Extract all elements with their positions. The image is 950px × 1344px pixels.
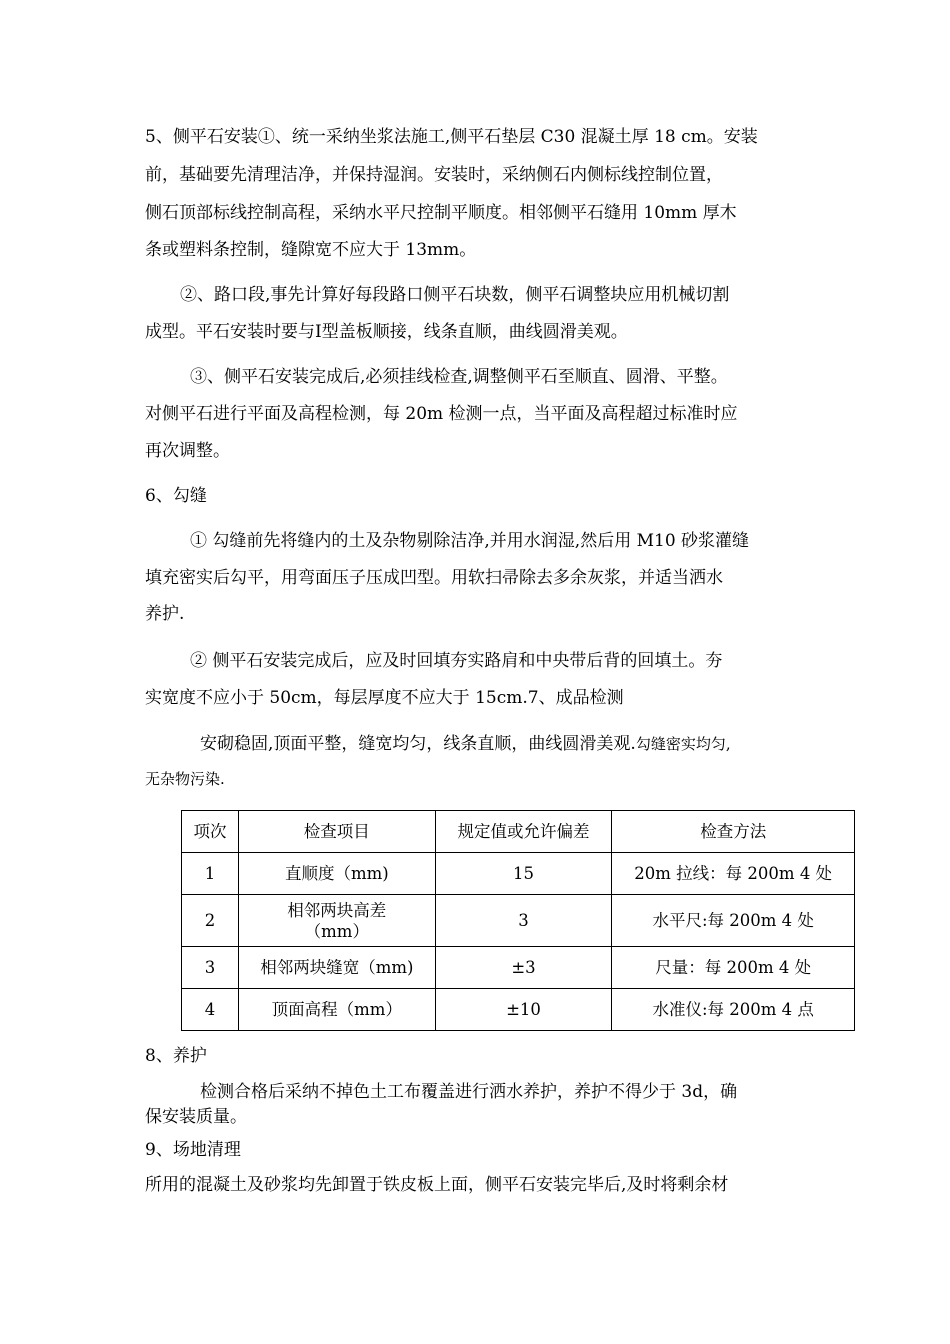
section6-p3-tail: 勾缝密实均匀,: [635, 735, 731, 753]
section6-heading: 6、勾缝: [145, 486, 207, 506]
section6-p1-line-1: ① 勾缝前先将缝内的土及杂物剔除洁净,并用水润湿,然后用 M10 砂浆灌缝: [190, 531, 750, 551]
header-check-item: 检查项目: [238, 811, 435, 853]
section5-p3-line-3: 再次调整。: [145, 441, 230, 461]
section8-line-1: 检测合格后采纳不掉色土工布覆盖进行洒水养护，养护不得少于 3d，确: [200, 1082, 738, 1102]
section5-p3-line-1: ③、侧平石安装完成后,必须挂线检查,调整侧平石至顺直、圆滑、平整。: [190, 367, 728, 387]
section9-heading: 9、场地清理: [145, 1140, 241, 1160]
cell-method: 20m 拉线：每 200m 4 处: [612, 853, 855, 895]
table-row: [182, 895, 855, 947]
inspection-table: [181, 810, 855, 1031]
section5-line-3: 侧石顶部标线控制高程，采纳水平尺控制平顺度。相邻侧平石缝用 10mm 厚木: [145, 203, 737, 223]
section6-p1-line-3: 养护.: [145, 604, 185, 624]
section6-p3-line-2: 无杂物污染.: [145, 770, 225, 788]
cell-method: 尺量：每 200m 4 处: [612, 947, 855, 989]
header-item-no: 项次: [182, 811, 239, 853]
cell-value: 15: [435, 853, 612, 895]
cell-no: 3: [182, 947, 239, 989]
section8-heading: 8、养护: [145, 1046, 207, 1066]
cell-no: 2: [182, 895, 239, 947]
table-header-row: [182, 811, 855, 853]
section6-p3-main: 安砌稳固,顶面平整，缝宽均匀，线条直顺，曲线圆滑美观.: [200, 734, 636, 754]
cell-item-line-2: （mm）: [304, 921, 369, 941]
cell-item: 顶面高程（mm）: [238, 989, 435, 1031]
cell-value: 3: [435, 895, 612, 947]
cell-item: [238, 895, 435, 947]
section5-line-1: 5、侧平石安装①、统一采纳坐浆法施工,侧平石垫层 C30 混凝土厚 18 cm。安装: [145, 127, 758, 147]
cell-no: 4: [182, 989, 239, 1031]
section9-line-1: 所用的混凝土及砂浆均先卸置于铁皮板上面，侧平石安装完毕后,及时将剩余材: [145, 1175, 729, 1195]
table-row: [182, 989, 855, 1031]
section6-p2-line-1: ② 侧平石安装完成后，应及时回填夯实路肩和中央带后背的回填土。夯: [190, 651, 723, 671]
cell-method: 水准仪:每 200m 4 点: [612, 989, 855, 1031]
cell-method: 水平尺:每 200m 4 处: [612, 895, 855, 947]
cell-no: 1: [182, 853, 239, 895]
table-row: [182, 947, 855, 989]
cell-value: ±10: [435, 989, 612, 1031]
section5-line-2: 前，基础要先清理洁净，并保持湿润。安装时，采纳侧石内侧标线控制位置，: [145, 165, 723, 185]
section5-p3-line-2: 对侧平石进行平面及高程检测，每 20m 检测一点，当平面及高程超过标准时应: [145, 404, 738, 424]
section6-p2-line-2: 实宽度不应小于 50cm，每层厚度不应大于 15cm.7、成品检测: [145, 688, 624, 708]
table-row: [182, 853, 855, 895]
section5-p2-line-2: 成型。平石安装时要与Ⅰ型盖板顺接，线条直顺，曲线圆滑美观。: [145, 322, 628, 342]
section5-line-4: 条或塑料条控制，缝隙宽不应大于 13mm。: [145, 240, 477, 260]
header-check-method: 检查方法: [612, 811, 855, 853]
cell-item-line-1: 相邻两块高差: [287, 900, 387, 920]
section6-p3-line-1: [200, 733, 731, 755]
section5-p2-line-1: ②、路口段,事先计算好每段路口侧平石块数，侧平石调整块应用机械切割: [180, 285, 730, 305]
section8-line-2: 保安装质量。: [145, 1107, 247, 1127]
cell-value: ±3: [435, 947, 612, 989]
cell-item: 相邻两块缝宽（mm): [238, 947, 435, 989]
cell-item: 直顺度（mm): [238, 853, 435, 895]
section6-p1-line-2: 填充密实后勾平，用弯面压子压成凹型。用软扫帚除去多余灰浆，并适当洒水: [145, 568, 723, 588]
header-allowed-value: 规定值或允许偏差: [435, 811, 612, 853]
